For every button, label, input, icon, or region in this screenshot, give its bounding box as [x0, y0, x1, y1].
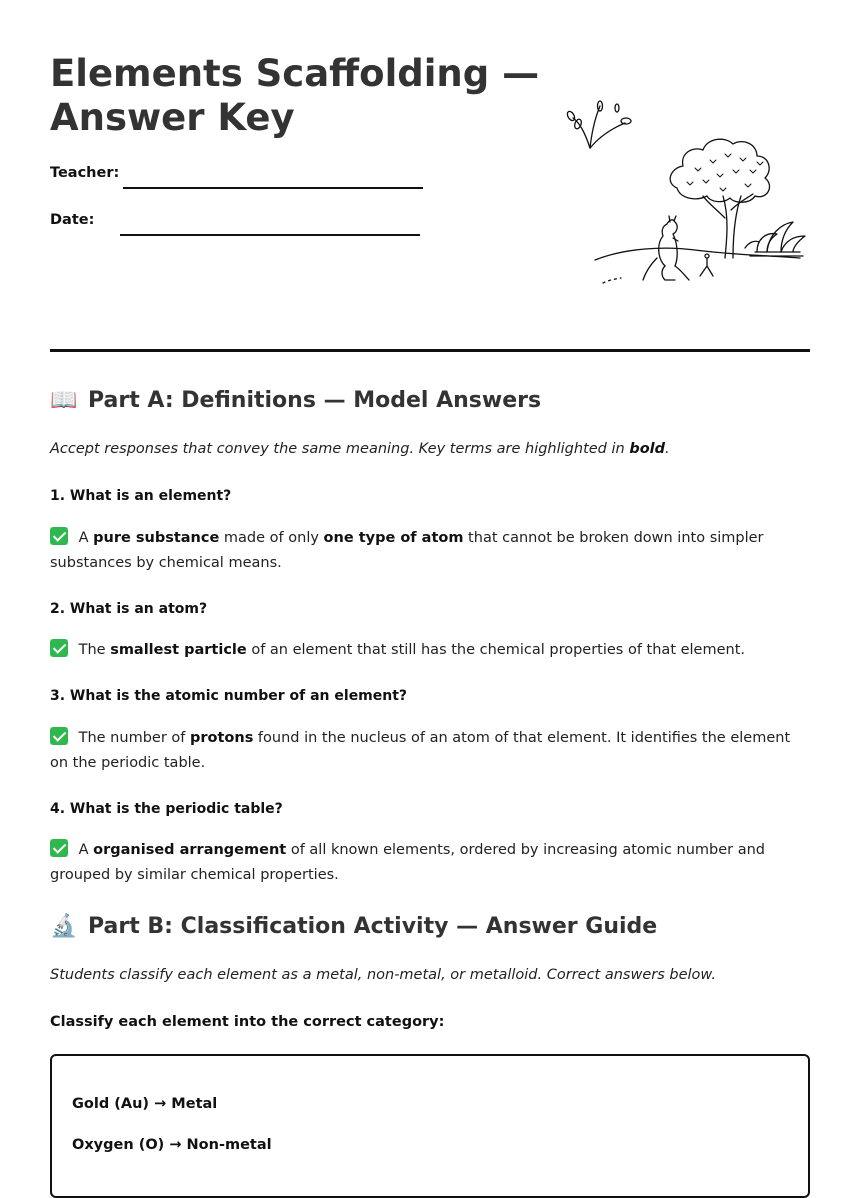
- answer-item-gold: Gold (Au) → Metal: [72, 1096, 218, 1112]
- classification-answer-box: [50, 1054, 810, 1198]
- answer-item-oxygen: Oxygen (O) → Non-metal: [72, 1137, 272, 1153]
- check-mark-icon: [50, 527, 68, 545]
- part-a-heading: [50, 388, 541, 413]
- answer-2: The smallest particle of an element that still has the chemical properties of that element.: [50, 638, 810, 663]
- teacher-blank-line: [123, 187, 423, 189]
- check-mark-icon: [50, 727, 68, 745]
- answer-3: The number of protons found in the nucleus of an atom of that element. It identifies the element on the periodic table.: [50, 726, 810, 776]
- question-1: 1. What is an element?: [50, 488, 232, 504]
- title-line-1: Elements Scaffolding —: [50, 52, 540, 95]
- check-mark-icon: [50, 639, 68, 657]
- microscope-icon: 🔬: [50, 914, 78, 939]
- check-mark-icon: [50, 839, 68, 857]
- part-a-intro: Accept responses that convey the same meaning. Key terms are highlighted in bold.: [50, 441, 670, 457]
- date-blank-line: [120, 234, 420, 236]
- question-3: 3. What is the atomic number of an element?: [50, 688, 408, 704]
- part-b-intro: Students classify each element as a metal, non-metal, or metalloid. Correct answers below.: [50, 967, 716, 983]
- question-2: 2. What is an atom?: [50, 601, 208, 617]
- page-title: [50, 52, 570, 140]
- answer-1: A pure substance made of only one type of atom that cannot be broken down into simpler substances by chemical means.: [50, 526, 810, 576]
- date-field: [50, 212, 94, 228]
- header-divider: [50, 349, 810, 352]
- australia-landscape-illustration: [545, 98, 810, 293]
- question-4: 4. What is the periodic table?: [50, 801, 283, 817]
- classification-prompt: Classify each element into the correct category:: [50, 1014, 445, 1030]
- title-line-2: Answer Key: [50, 96, 295, 139]
- teacher-label: Teacher:: [50, 165, 120, 181]
- teacher-field: [50, 165, 119, 181]
- part-b-heading: [50, 914, 657, 939]
- open-book-icon: 📖: [50, 388, 78, 413]
- part-b-title: Part B: Classification Activity — Answer Guide: [88, 914, 658, 939]
- date-label: Date:: [50, 212, 95, 228]
- answer-4: A organised arrangement of all known elements, ordered by increasing atomic number and grouped by similar chemical properties.: [50, 838, 810, 888]
- part-a-title: Part A: Definitions — Model Answers: [88, 388, 542, 413]
